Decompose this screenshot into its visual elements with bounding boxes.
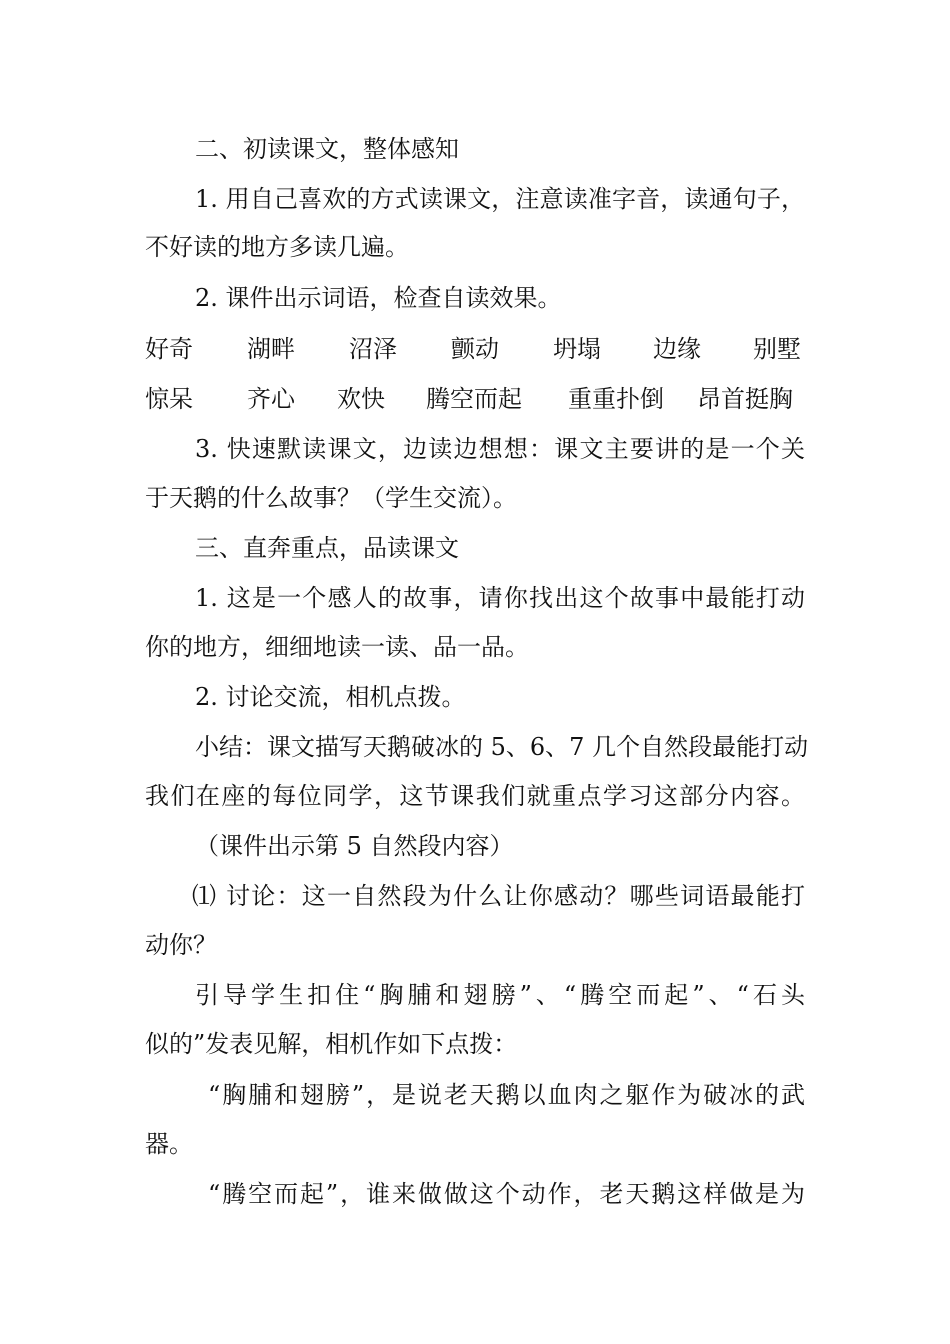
point1-line2: 器。 bbox=[145, 1130, 193, 1158]
summary-line2: 我们在座的每位同学，这节课我们就重点学习这部分内容。 bbox=[145, 782, 805, 810]
s2-item3-line2: 于天鹅的什么故事？（学生交流）。 bbox=[145, 484, 517, 512]
vocab-word: 昂首挺胸 bbox=[697, 385, 793, 413]
vocab-word: 坍塌 bbox=[553, 335, 601, 363]
vocab-word: 惊呆 bbox=[145, 385, 193, 413]
guide-line2: 似的”发表见解，相机作如下点拨： bbox=[145, 1030, 518, 1058]
vocab-word: 欢快 bbox=[337, 385, 385, 413]
s2-item2: 2. 课件出示词语，检查自读效果。 bbox=[195, 284, 562, 312]
s2-item3-line1: 3. 快速默读课文，边读边想想：课文主要讲的是一个关 bbox=[195, 435, 805, 463]
point2-line1: “腾空而起”，谁来做做这个动作，老天鹅这样做是为 bbox=[208, 1180, 805, 1208]
discuss-line2: 动你？ bbox=[145, 931, 217, 959]
vocab-word: 重重扑倒 bbox=[568, 385, 664, 413]
s3-item1-line2: 你的地方，细细地读一读、品一品。 bbox=[145, 633, 529, 661]
guide-line1: 引导学生扣住“胸脯和翅膀”、“腾空而起”、“石头 bbox=[195, 981, 805, 1009]
vocab-word: 齐心 bbox=[247, 385, 295, 413]
s3-item1-line1: 1. 这是一个感人的故事，请你找出这个故事中最能打动 bbox=[195, 584, 805, 612]
section2-heading: 二、初读课文，整体感知 bbox=[195, 135, 459, 163]
point1-line1: “胸脯和翅膀”，是说老天鹅以血肉之躯作为破冰的武 bbox=[208, 1081, 805, 1109]
summary-line1: 小结：课文描写天鹅破冰的 5、6、7 几个自然段最能打动 bbox=[195, 733, 809, 761]
section3-heading: 三、直奔重点，品读课文 bbox=[195, 534, 459, 562]
vocab-word: 边缘 bbox=[653, 335, 701, 363]
s3-item2: 2. 讨论交流，相机点拨。 bbox=[195, 683, 466, 711]
courseware-note: （课件出示第 5 自然段内容） bbox=[195, 832, 514, 860]
vocab-word: 腾空而起 bbox=[426, 385, 522, 413]
vocab-word: 颤动 bbox=[451, 335, 499, 363]
discuss-line1: ⑴ 讨论：这一自然段为什么让你感动？哪些词语最能打 bbox=[192, 882, 805, 910]
s2-item1-line2: 不好读的地方多读几遍。 bbox=[145, 233, 409, 261]
vocab-word: 别墅 bbox=[753, 335, 801, 363]
vocab-word: 湖畔 bbox=[247, 335, 295, 363]
vocab-word: 沼泽 bbox=[349, 335, 397, 363]
s2-item1-line1: 1. 用自己喜欢的方式读课文，注意读准字音，读通句子， bbox=[195, 185, 805, 213]
vocab-word: 好奇 bbox=[145, 335, 193, 363]
